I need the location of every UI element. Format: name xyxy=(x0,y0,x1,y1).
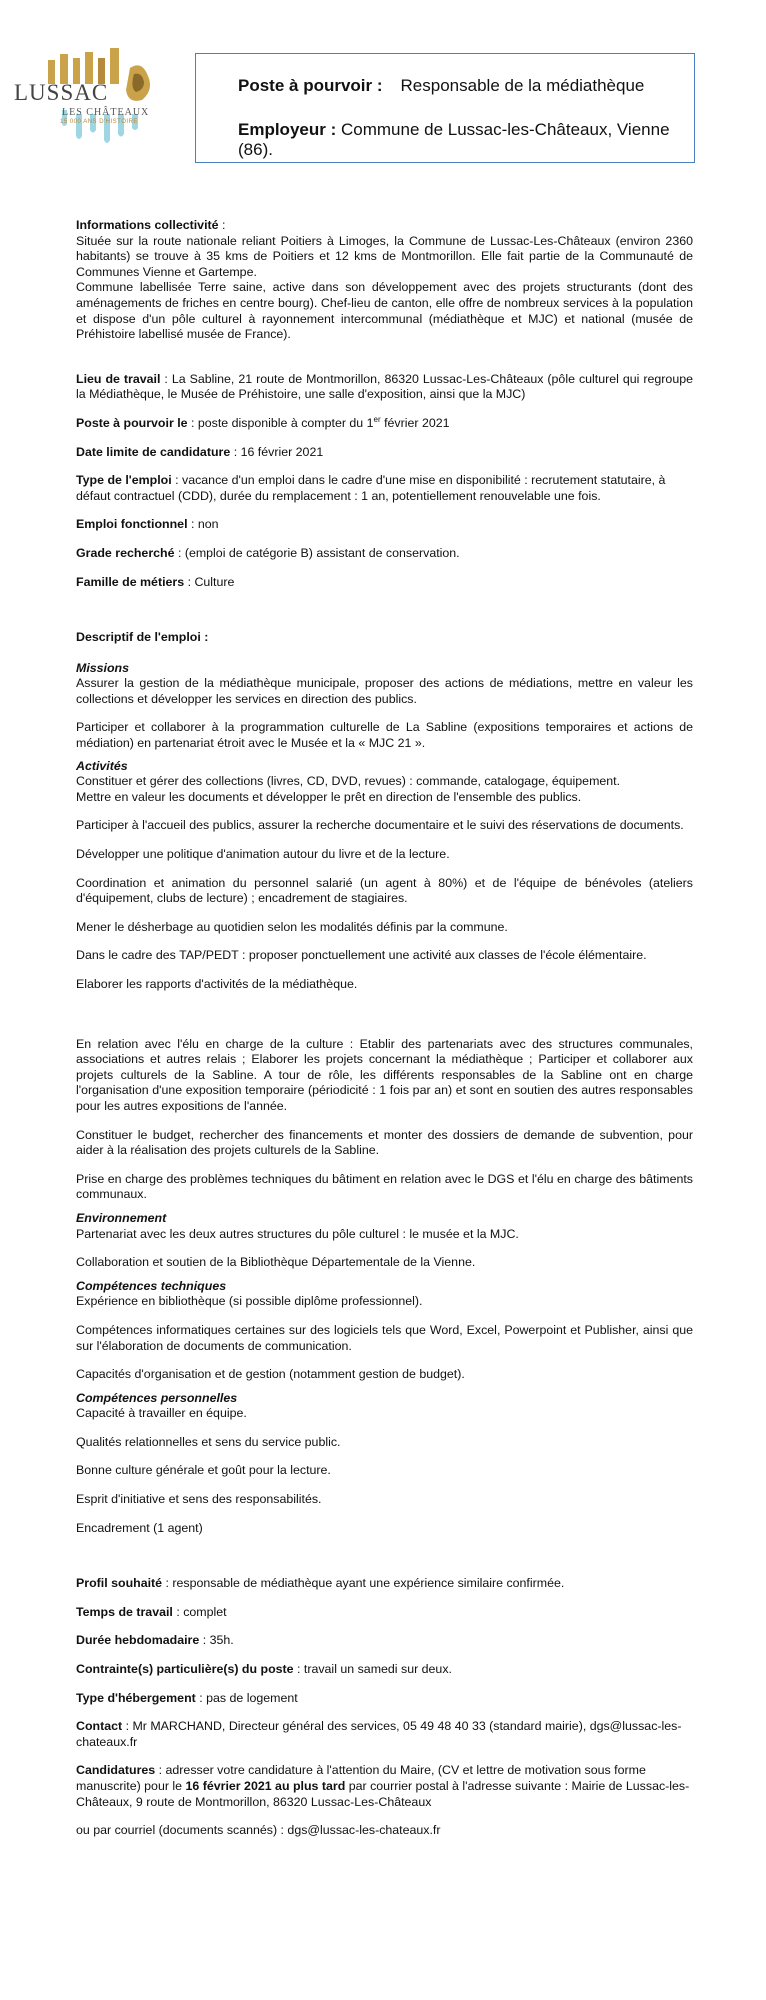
job-offer-body xyxy=(76,218,693,1839)
poste-line xyxy=(238,76,644,96)
contact-line: Contact : Mr MARCHAND, Directeur général des services, 05 49 48 40 33 (standard mairie), dgs@lussac-les-chateaux.fr xyxy=(76,1719,682,1749)
competences-personnelles-title: Compétences personnelles xyxy=(76,1390,238,1405)
logo-name: LUSSAC xyxy=(14,80,109,105)
contrainte-line: Contrainte(s) particulière(s) du poste : travail un samedi sur deux. xyxy=(76,1662,452,1677)
activites-title: Activités xyxy=(76,758,128,773)
poste-label: Poste à pourvoir : xyxy=(238,76,383,95)
profil-line: Profil souhaité : responsable de médiathèque ayant une expérience similaire confirmée. xyxy=(76,1576,565,1591)
activite-5: Mener le désherbage au quotidien selon les modalités définis par la commune. xyxy=(76,919,508,934)
activite-8: En relation avec l'élu en charge de la culture : Etablir des partenariats avec des structures communales, associations et autres relais ; Elaborer les projets concernant la médiathèque ; Participer et collaborer aux projets culturels de la Sabline. A tour de rôle, les différents responsables de la Sabline ont en charge l'organisation d'une exposition temporaire (périodicité : 1 fois par an) et sont en soutien des autres responsables pour les autres expositions de l'année. xyxy=(76,1036,693,1113)
missions-paragraph-2: Participer et collaborer à la programmation culturelle de La Sabline (expositions temporaires et actions de médiation) en partenariat étroit avec le Musée et la « MJC 21 ». xyxy=(76,720,693,751)
info-title-line: Informations collectivité : xyxy=(76,218,226,232)
temps-travail-line: Temps de travail : complet xyxy=(76,1604,227,1619)
activite-6: Dans le cadre des TAP/PEDT : proposer ponctuellement une activité aux classes de l'école élémentaire. xyxy=(76,948,647,963)
duree-line: Durée hebdomadaire : 35h. xyxy=(76,1633,234,1648)
candidatures-line: Candidatures : adresser votre candidature à l'attention du Maire, (CV et lettre de motivation sous forme manuscrite) pour le 16 février 2021 au plus tard par courrier postal à l'adresse suivante : Mairie de Lussac-les-Châteaux, 9 route de Montmorillon, 86320 Lussac-Les-Châteaux xyxy=(76,1763,690,1809)
activite-3: Développer une politique d'animation autour du livre et de la lecture. xyxy=(76,847,450,862)
employeur-label: Employeur : xyxy=(238,120,337,139)
courriel-line: ou par courriel (documents scannés) : dgs@lussac-les-chateaux.fr xyxy=(76,1823,441,1838)
info-paragraph-2: Commune labellisée Terre saine, active dans son développement avec des projets structurants (dont des aménagements de friches en centre bourg). Chef-lieu de canton, elle offre de nombreux services à la population et dispose d'un pôle culturel à rayonnement intercommunal (médiathèque et MJC) et national (musée de Préhistoire labellisé musée de France). xyxy=(76,280,693,342)
type-emploi-line: Type de l'emploi : vacance d'un emploi dans le cadre d'une mise en disponibilité : recrutement statutaire, à défaut contractuel (CDD), durée du remplacement : 1 an, potentiellement renouvelable une fois. xyxy=(76,473,666,503)
date-limite-line: Date limite de candidature : 16 février 2021 xyxy=(76,444,324,459)
activite-9: Constituer le budget, rechercher des financements et monter des dossiers de demande de subvention, pour aider à la réalisation des projets culturels de la Sabline. xyxy=(76,1127,693,1158)
competence-technique-2: Compétences informatiques certaines sur des logiciels tels que Word, Excel, Powerpoint et Publisher, ainsi que sur l'élaboration de documents de communication. xyxy=(76,1322,693,1353)
poste-date-line: Poste à pourvoir le : poste disponible à compter du 1er février 2021 xyxy=(76,414,450,430)
info-title: Informations collectivité xyxy=(76,218,219,232)
activite-10: Prise en charge des problèmes techniques du bâtiment en relation avec le DGS et l'élu en charge des bâtiments communaux. xyxy=(76,1171,693,1202)
missions-title: Missions xyxy=(76,660,130,675)
employeur-value: Commune de Lussac-les-Châteaux, Vienne (86). xyxy=(238,120,670,159)
competence-technique-1: Expérience en bibliothèque (si possible diplôme professionnel). xyxy=(76,1294,423,1309)
activite-4: Coordination et animation du personnel salarié (un agent à 80%) et de l'équipe de bénévoles (ateliers d'équipement, clubs de lecture) ; encadrement de stagiaires. xyxy=(76,875,693,906)
job-header-box xyxy=(195,53,695,163)
environnement-1: Partenariat avec les deux autres structures du pôle culturel : le musée et la MJC. xyxy=(76,1226,519,1241)
info-paragraph-1: Située sur la route nationale reliant Poitiers à Limoges, la Commune de Lussac-Les-Châteaux (environ 2360 habitants) se trouve à 35 kms de Poitiers et 12 kms de Montmorillon. Elle fait partie de la Communauté de Communes Vienne et Gartempe. xyxy=(76,233,693,279)
competence-perso-2: Qualités relationnelles et sens du service public. xyxy=(76,1434,341,1449)
lieu-line: Lieu de travail : La Sabline, 21 route de Montmorillon, 86320 Lussac-Les-Châteaux (pôle culturel qui regroupe la Médiathèque, le Musée de Préhistoire, une salle d'exposition, ainsi que la MJC) xyxy=(76,371,693,402)
missions-paragraph-1: Assurer la gestion de la médiathèque municipale, proposer des actions de médiations, mettre en valeur les collections et développer les services en direction des publics. xyxy=(76,676,693,706)
competence-technique-3: Capacités d'organisation et de gestion (notamment gestion de budget). xyxy=(76,1367,465,1382)
activite-1b: Mettre en valeur les documents et développer le prêt en direction de l'ensemble des publics. xyxy=(76,789,582,804)
employeur-line xyxy=(238,120,694,160)
activite-7: Elaborer les rapports d'activités de la médiathèque. xyxy=(76,977,358,991)
activite-1a: Constituer et gérer des collections (livres, CD, DVD, revues) : commande, catalogage, équipement. xyxy=(76,774,621,789)
grade-line: Grade recherché : (emploi de catégorie B) assistant de conservation. xyxy=(76,545,460,560)
competences-techniques-title: Compétences techniques xyxy=(76,1278,227,1293)
logo-subtitle: LES CHÂTEAUX xyxy=(62,107,150,118)
activite-2: Participer à l'accueil des publics, assurer la recherche documentaire et le suivi des réservations de documents. xyxy=(76,818,684,833)
famille-line: Famille de métiers : Culture xyxy=(76,574,235,589)
competence-perso-1: Capacité à travailler en équipe. xyxy=(76,1406,247,1421)
hebergement-line: Type d'hébergement : pas de logement xyxy=(76,1690,298,1705)
emploi-fonctionnel-line: Emploi fonctionnel : non xyxy=(76,517,219,532)
competence-perso-4: Esprit d'initiative et sens des responsabilités. xyxy=(76,1492,322,1507)
competence-perso-3: Bonne culture générale et goût pour la lecture. xyxy=(76,1463,331,1478)
poste-value: Responsable de la médiathèque xyxy=(400,76,645,95)
environnement-2: Collaboration et soutien de la Bibliothèque Départementale de la Vienne. xyxy=(76,1255,476,1270)
descriptif-title: Descriptif de l'emploi : xyxy=(76,630,209,645)
competence-perso-5: Encadrement (1 agent) xyxy=(76,1520,203,1535)
logo-tagline: 15 000 ANS D'HISTOIRE xyxy=(60,119,138,125)
environnement-title: Environnement xyxy=(76,1210,167,1225)
